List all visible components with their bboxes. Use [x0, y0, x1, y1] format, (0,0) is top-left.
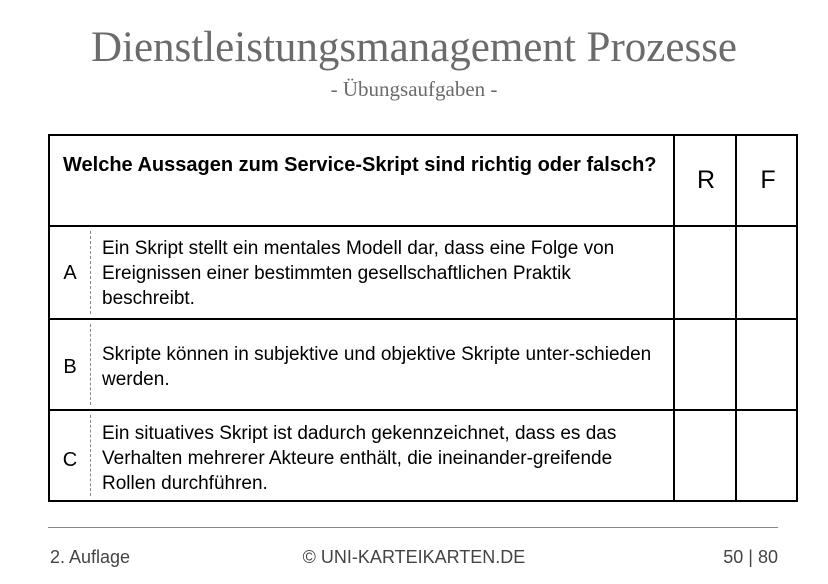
statement-text: Ein situatives Skript ist dadurch gekennzeichnet, dass es das Verhalten mehrerer Akteure enthält, die ineinander-greifende Rollen durchführen.	[102, 423, 617, 494]
footer-edition: 2. Auflage	[50, 547, 131, 567]
statement-letter: B	[63, 356, 77, 378]
statement-letter: C	[62, 449, 78, 471]
footer-page-number: 50 | 80	[723, 547, 778, 567]
statement-row-c	[50, 411, 796, 500]
page-title: Dienstleistungsmanagement Prozesse	[90, 24, 738, 71]
statement-letter: A	[63, 262, 77, 284]
statement-text: Ein Skript stellt ein mentales Modell dar, dass eine Folge von Ereignissen einer bestimmten gesellschaftlichen Praktik beschreibt.	[102, 238, 615, 309]
column-header-true: R	[696, 166, 716, 194]
answer-cell-true-c[interactable]	[675, 411, 735, 500]
statement-text: Skripte können in subjektive und objektive Skripte unter-schieden werden.	[102, 344, 652, 390]
question-text: Welche Aussagen zum Service-Skript sind richtig oder falsch?	[63, 154, 657, 176]
answer-cell-true-a[interactable]	[675, 227, 735, 318]
answer-cell-true-b[interactable]	[675, 320, 735, 409]
question-row	[50, 136, 796, 227]
row-dashed-divider	[90, 415, 91, 496]
row-dashed-divider	[90, 324, 91, 405]
statement-row-a	[50, 227, 796, 320]
column-header-false: F	[760, 166, 776, 194]
footer-divider	[48, 527, 778, 528]
quiz-table	[48, 134, 798, 502]
answer-cell-false-a[interactable]	[737, 227, 796, 318]
row-dashed-divider	[90, 231, 91, 314]
footer-copyright: © UNI-KARTEIKARTEN.DE	[302, 547, 526, 567]
page-subtitle: - Übungsaufgaben -	[330, 77, 498, 101]
answer-cell-false-b[interactable]	[737, 320, 796, 409]
statement-row-b	[50, 320, 796, 411]
answer-cell-false-c[interactable]	[737, 411, 796, 500]
